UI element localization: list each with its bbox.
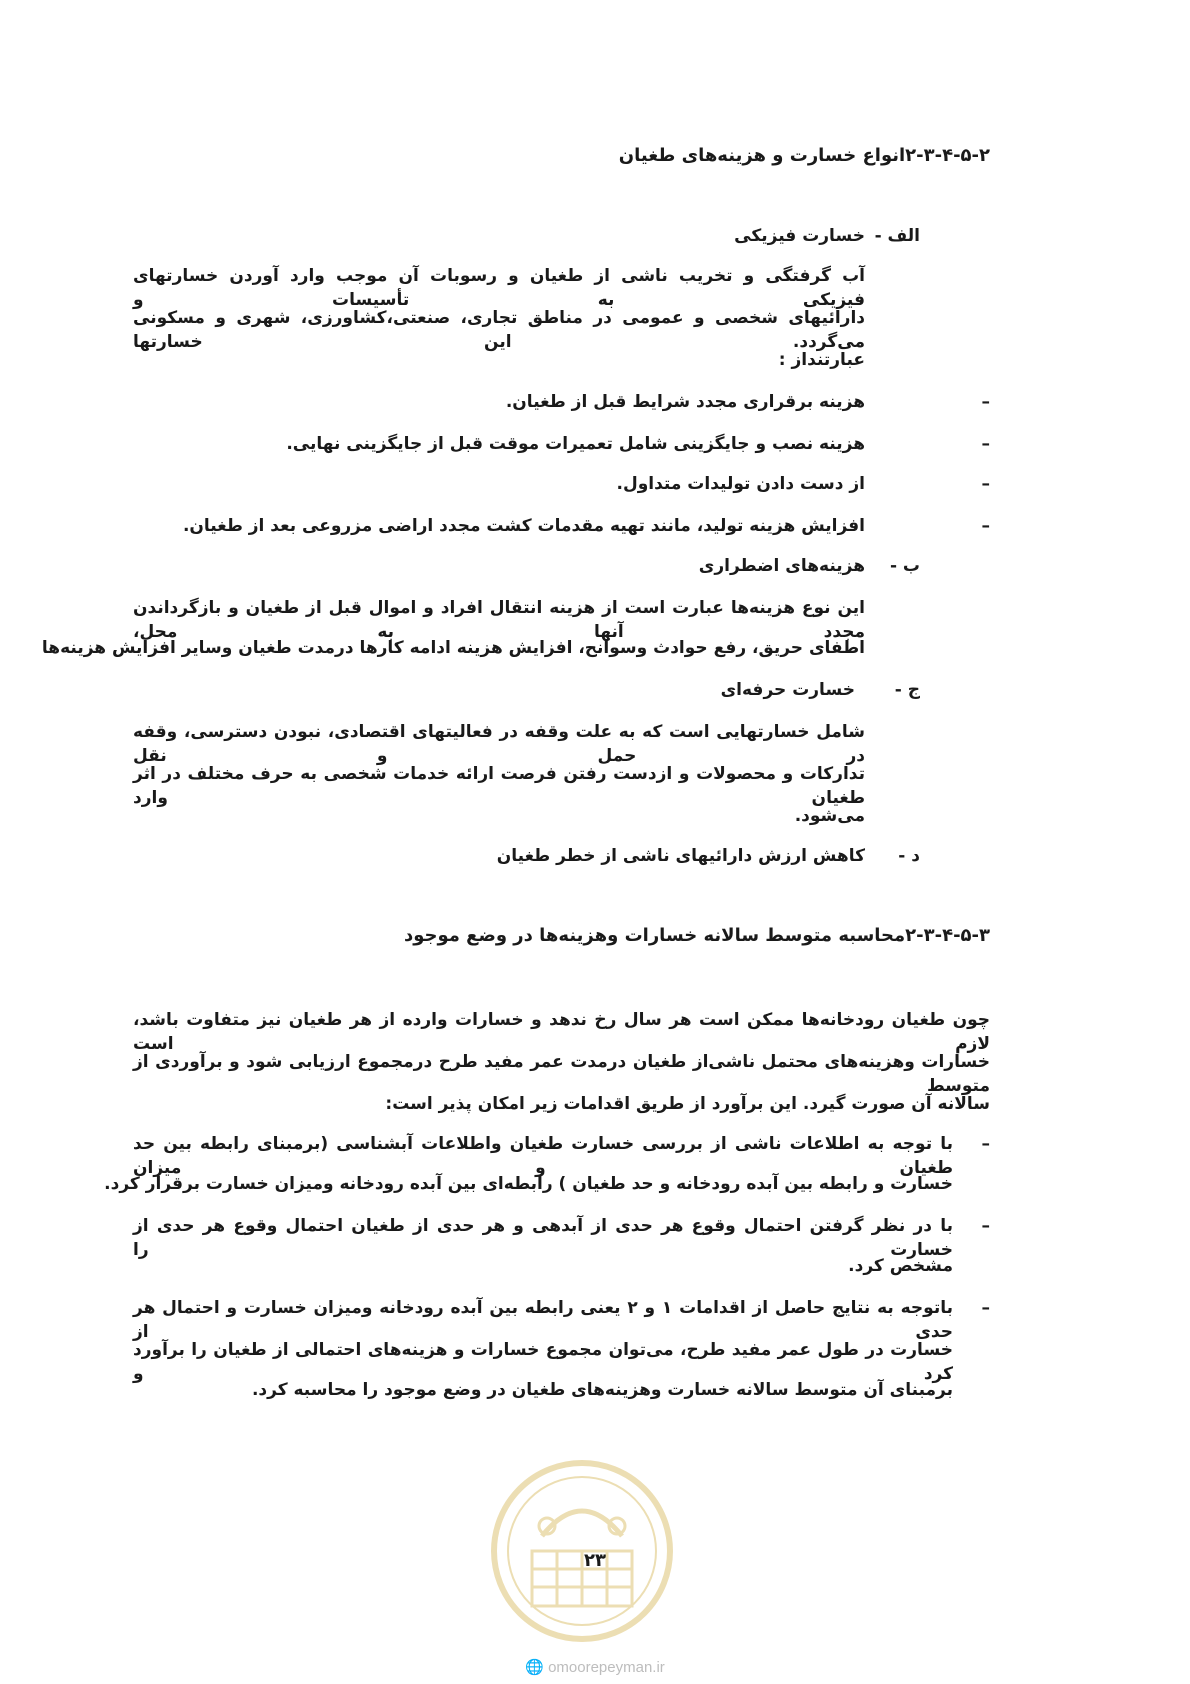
procedure-bullet-line: خسارت و رابطه بین آبده رودخانه و حد طغیان ) رابطه‌ای بین آبده رودخانه ومیزان خسارت برقرار کرد.	[104, 1174, 953, 1194]
section-c-paragraph-line: می‌شود.	[794, 806, 865, 826]
bullet-dash: –	[981, 434, 990, 454]
globe-icon: 🌐	[525, 1659, 544, 1676]
section-heading-types: ۲-۳-۴-۵-۲انواع خسارت و هزینه‌های طغیان	[618, 145, 990, 166]
section-a-marker: الف -	[874, 226, 920, 246]
section-heading-annual-average: ۲-۳-۴-۵-۳محاسبه متوسط سالانه خسارات وهزینه‌ها در وضع موجود	[403, 925, 990, 946]
section-b-title: هزینه‌های اضطراری	[698, 556, 865, 576]
intro-paragraph-line: خسارات وهزینه‌های محتمل ناشی‌از طغیان درمدت عمر مفید طرح درمجموع ارزیابی شود و برآوردی از متوسط	[133, 1052, 990, 1096]
section-d-marker: د -	[898, 846, 920, 866]
procedure-bullet-line: باتوجه به نتایج حاصل از اقدامات ۱ و ۲ یعنی رابطه بین آبده رودخانه ومیزان خسارت و احتمال هر حدی از	[133, 1298, 953, 1342]
page-number: ۲۳	[584, 1550, 606, 1571]
section-a-title: خسارت فیزیکی	[734, 226, 865, 246]
section-b-marker: ب -	[889, 556, 920, 576]
procedure-bullet-line: مشخص کرد.	[848, 1256, 953, 1276]
bullet-dash: –	[981, 474, 990, 494]
procedure-bullet-line: با توجه به اطلاعات ناشی از بررسی خسارت طغیان واطلاعات آبشناسی (برمبنای رابطه بین حد طغیان و میزان	[133, 1134, 953, 1178]
intro-paragraph-line: سالانه آن صورت گیرد. این برآورد از طریق اقدامات زیر امکان پذیر است:	[385, 1094, 990, 1114]
intro-paragraph-line: چون طغیان رودخانه‌ها ممکن است هر سال رخ ندهد و خسارات وارده از هر طغیان نیز متفاوت باشد، لازم است	[133, 1010, 990, 1054]
section-a-paragraph-line: عبارتنداز :	[778, 350, 865, 370]
footer-url	[0, 1658, 1190, 1676]
footer-url-text: omoorepeyman.ir	[548, 1659, 665, 1676]
section-c-paragraph-line: تدارکات و محصولات و ازدست رفتن فرصت ارائه خدمات شخصی به حرف مختلف در اثر طغیان وارد	[133, 764, 865, 808]
section-a-bullet: هزینه نصب و جایگزینی شامل تعمیرات موقت قبل از جایگزینی نهایی.	[286, 434, 865, 454]
section-b-paragraph-line: اطفای حریق، رفع حوادث وسوانح، افزایش هزینه ادامه کارها درمدت طغیان وسایر افزایش هزینه‌ها	[41, 638, 865, 658]
bullet-dash: –	[981, 1216, 990, 1236]
section-c-title: خسارت حرفه‌ای	[720, 680, 855, 700]
bullet-dash: –	[981, 392, 990, 412]
procedure-bullet-line: با در نظر گرفتن احتمال وقوع هر حدی از آبدهی و هر حدی از طغیان احتمال وقوع هر حدی از خسارت را	[133, 1216, 953, 1260]
section-b-paragraph-line: این نوع هزینه‌ها عبارت است از هزینه انتقال افراد و اموال قبل از طغیان و بازگرداندن مجدد آنها به محل،	[133, 598, 865, 642]
procedure-bullet-line: برمبنای آن متوسط سالانه خسارت وهزینه‌های طغیان در وضع موجود را محاسبه کرد.	[251, 1380, 953, 1400]
section-a-bullet: از دست دادن تولیدات متداول.	[616, 474, 865, 494]
section-c-paragraph-line: شامل خسارتهایی است که به علت وقفه در فعالیتهای اقتصادی، نبودن دسترسی، وقفه در حمل و نقل	[133, 722, 865, 766]
section-a-bullet: هزینه برقراری مجدد شرایط قبل از طغیان.	[505, 392, 865, 412]
bullet-dash: –	[981, 516, 990, 536]
section-a-paragraph-line: دارائیهای شخصی و عمومی در مناطق تجاری، صنعتی،کشاورزی، شهری و مسکونی می‌گردد. این خسارتها	[133, 308, 865, 352]
section-c-marker: ج -	[894, 680, 920, 700]
section-a-paragraph-line: آب گرفتگی و تخریب ناشی از طغیان و رسوبات آن موجب وارد آوردن خسارتهای فیزیکی به تأسیسات و	[133, 266, 865, 310]
section-d-title: کاهش ارزش دارائیهای ناشی از خطر طغیان	[496, 846, 865, 866]
section-a-bullet: افزایش هزینه تولید، مانند تهیه مقدمات کشت مجدد اراضی مزروعی بعد از طغیان.	[182, 516, 865, 536]
bullet-dash: –	[981, 1134, 990, 1154]
procedure-bullet-line: خسارت در طول عمر مفید طرح، می‌توان مجموع خسارات و هزینه‌های احتمالی از طغیان را برآورد کرد و	[133, 1340, 953, 1384]
bullet-dash: –	[981, 1298, 990, 1318]
